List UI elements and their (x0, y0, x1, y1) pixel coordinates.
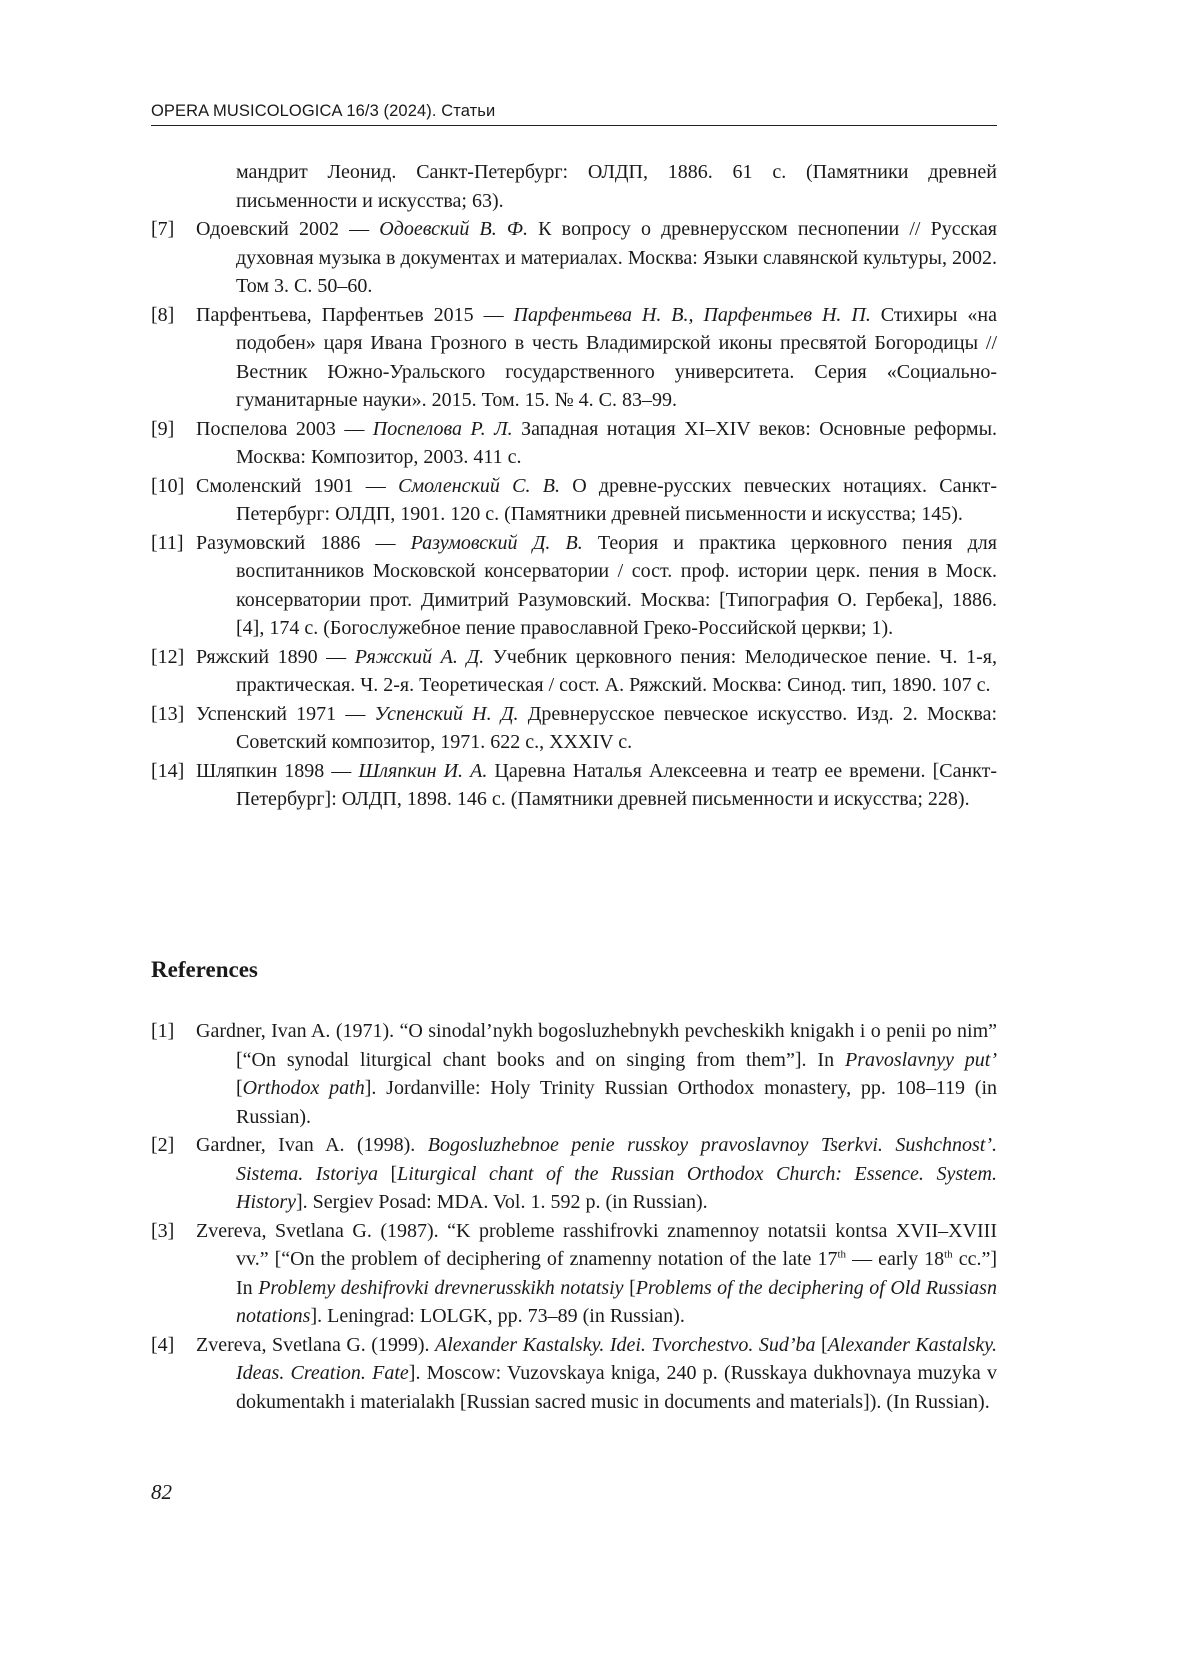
reference-number: [10] (151, 474, 185, 497)
reference-text: К вопросу о древнерусском песнопении // Русская духовная музыка в документах и материалах. Москва: Языки славянской культуры, 2002. Том 3. С. 50–60. (236, 218, 997, 297)
reference-author: Ряжский А. Д. (354, 645, 485, 668)
references-english (151, 1017, 997, 1416)
reference-text: Alexander Kastalsky. Ideas. Creation. Fate (236, 1333, 998, 1384)
reference-author: Успенский Н. Д. (374, 702, 519, 725)
reference-item (151, 1131, 997, 1217)
reference-text: cc.”] In (236, 1248, 997, 1299)
reference-text: Pravoslavnyy put’ (845, 1048, 997, 1071)
reference-key: Поспелова 2003 — (196, 417, 373, 440)
running-header: OPERA MUSICOLOGICA 16/3 (2024). Статьи (151, 97, 997, 126)
reference-text: Bogosluzhebnoe penie russkoy pravoslavnoy Tserkvi. Sushchnost’. Sistema. Istoriya (236, 1134, 997, 1185)
reference-text: th (944, 1248, 953, 1261)
reference-number: [1] (151, 1020, 175, 1042)
reference-item (151, 472, 997, 529)
reference-item (151, 1331, 997, 1417)
reference-key: Одоевский 2002 — (196, 218, 380, 240)
reference-key: Смоленский 1901 — (196, 474, 399, 497)
references-heading: References (151, 957, 258, 982)
reference-number: [2] (151, 1134, 175, 1156)
reference-text: [ (377, 1162, 398, 1185)
reference-item (151, 643, 997, 700)
reference-number: [7] (151, 218, 175, 240)
reference-key: Шляпкин 1898 — (196, 759, 359, 782)
reference-text: Problems of the deciphering of Old Russiasn notations (236, 1276, 997, 1327)
reference-author: Смоленский С. В. (398, 474, 560, 497)
reference-text: Древнерусское певческое искусство. Изд. 2. Москва: Советский композитор, 1971. 622 с., XXXIV с. (236, 702, 998, 753)
reference-author: Парфентьева Н. В., Парфентьев Н. П. (513, 303, 871, 326)
reference-author: Поспелова Р. Л. (372, 417, 513, 440)
reference-number: [3] (151, 1219, 175, 1242)
reference-text: — early 18 (846, 1248, 945, 1270)
reference-text: Gardner, Ivan A. (1998). (196, 1134, 428, 1156)
reference-text: Царевна Наталья Алексеевна и театр ее времени. [Санкт-Петербург]: ОЛДП, 1898. 146 с. (Памятники древней письменности и искусства; 228). (236, 759, 997, 810)
reference-number: [12] (151, 645, 185, 668)
reference-number: [11] (151, 531, 184, 554)
reference-text: ]. Leningrad: LOLGK, pp. 73–89 (in Russian). (310, 1305, 685, 1327)
reference-item (151, 1017, 997, 1131)
reference-text: Gardner, Ivan A. (1971). “O sinodal’nykh bogosluzhebnykh pevcheskikh knigakh i o penii po nim” [“On synodal liturgical chant books and on singing from them”]. In (196, 1020, 997, 1071)
reference-key: Ряжский 1890 — (196, 645, 355, 668)
reference-text: [ (623, 1276, 636, 1299)
reference-text: [ (815, 1333, 828, 1356)
reference-author: Одоевский В. Ф. (379, 218, 529, 240)
references-russian (151, 158, 997, 814)
reference-text: ]. Jordanville: Holy Trinity Russian Orthodox monastery, pp. 108–119 (in Russian). (236, 1077, 997, 1128)
reference-item (151, 529, 997, 643)
reference-text: О древне-русских певческих нотациях. Санкт-Петербург: ОЛДП, 1901. 120 с. (Памятники древней письменности и искусства; 145). (236, 474, 998, 525)
reference-number: [8] (151, 303, 175, 326)
reference-number: [14] (151, 759, 185, 782)
reference-text: Теория и практика церковного пения для воспитанников Московской консерватории / сост. проф. истории церк. пения в Моск. консерватории прот. Димитрий Разумовский. Москва: [Типография О. Гербека], 1886. [4], 174 с. (Богослужебное пение православной Греко-Российской церкви; 1). (236, 531, 997, 639)
reference-text: Liturgical chant of the Russian Orthodox Church: Essence. System. History (236, 1162, 997, 1213)
reference-list-russian (151, 215, 997, 814)
reference-author: Шляпкин И. А. (358, 759, 488, 782)
reference-number: [9] (151, 417, 175, 440)
reference-text: Стихиры «на подобен» царя Ивана Грозного в честь Владимирской иконы пресвятой Богородицы // Вестник Южно-Уральского государственного университета. Серия «Социально-гуманитарные науки». 2015. Том. 15. № 4. С. 83–99. (236, 303, 997, 411)
reference-item (151, 1217, 997, 1331)
reference-text: Alexander Kastalsky. Idei. Tvorchestvo. Sud’ba (435, 1333, 816, 1356)
reference-item (151, 215, 997, 301)
reference-key: Успенский 1971 — (196, 702, 375, 725)
reference-item (151, 301, 997, 415)
reference-text: Orthodox path (242, 1077, 365, 1099)
reference-key: Разумовский 1886 — (196, 531, 411, 554)
reference-number: [4] (151, 1333, 175, 1356)
reference-text: ]. Moscow: Vuzovskaya kniga, 240 p. (Russkaya dukhovnaya muzyka v dokumentakh i materialakh [Russian sacred music in documents and materials]). (In Russian). (236, 1362, 998, 1413)
reference-text: th (837, 1248, 847, 1261)
reference-text: Учебник церковного пения: Мелодическое пение. Ч. 1-я, практическая. Ч. 2-я. Теоретическая / сост. А. Ряжский. Москва: Синод. тип, 1890. 107 с. (236, 645, 997, 696)
reference-text: Zvereva, Svetlana G. (1987). “K probleme rasshifrovki znamennoy notatsii kontsa XVII–XVIII vv.” [“On the problem of deciphering of znamenny notation of the late 17 (196, 1219, 997, 1270)
reference-text: Problemy deshifrovki drevnerusskikh notatsiy (258, 1276, 624, 1299)
reference-text: Западная нотация XI–XIV веков: Основные реформы. Москва: Композитор, 2003. 411 с. (236, 417, 998, 468)
reference-author: Разумовский Д. В. (410, 531, 583, 554)
reference-list-english (151, 1017, 997, 1416)
reference-continuation: мандрит Леонид. Санкт-Петербург: ОЛДП, 1886. 61 с. (Памятники древней письменности и искусства; 63). (236, 161, 997, 212)
reference-text: ]. Sergiev Posad: MDA. Vol. 1. 592 p. (in Russian). (296, 1191, 708, 1213)
reference-item (151, 700, 997, 757)
reference-item (151, 415, 997, 472)
reference-number: [13] (151, 702, 185, 725)
page-number: 82 (151, 1480, 172, 1504)
reference-text: [ (236, 1077, 243, 1099)
reference-text: Zvereva, Svetlana G. (1999). (196, 1333, 436, 1356)
reference-key: Парфентьева, Парфентьев 2015 — (196, 303, 514, 326)
reference-item (151, 757, 997, 814)
